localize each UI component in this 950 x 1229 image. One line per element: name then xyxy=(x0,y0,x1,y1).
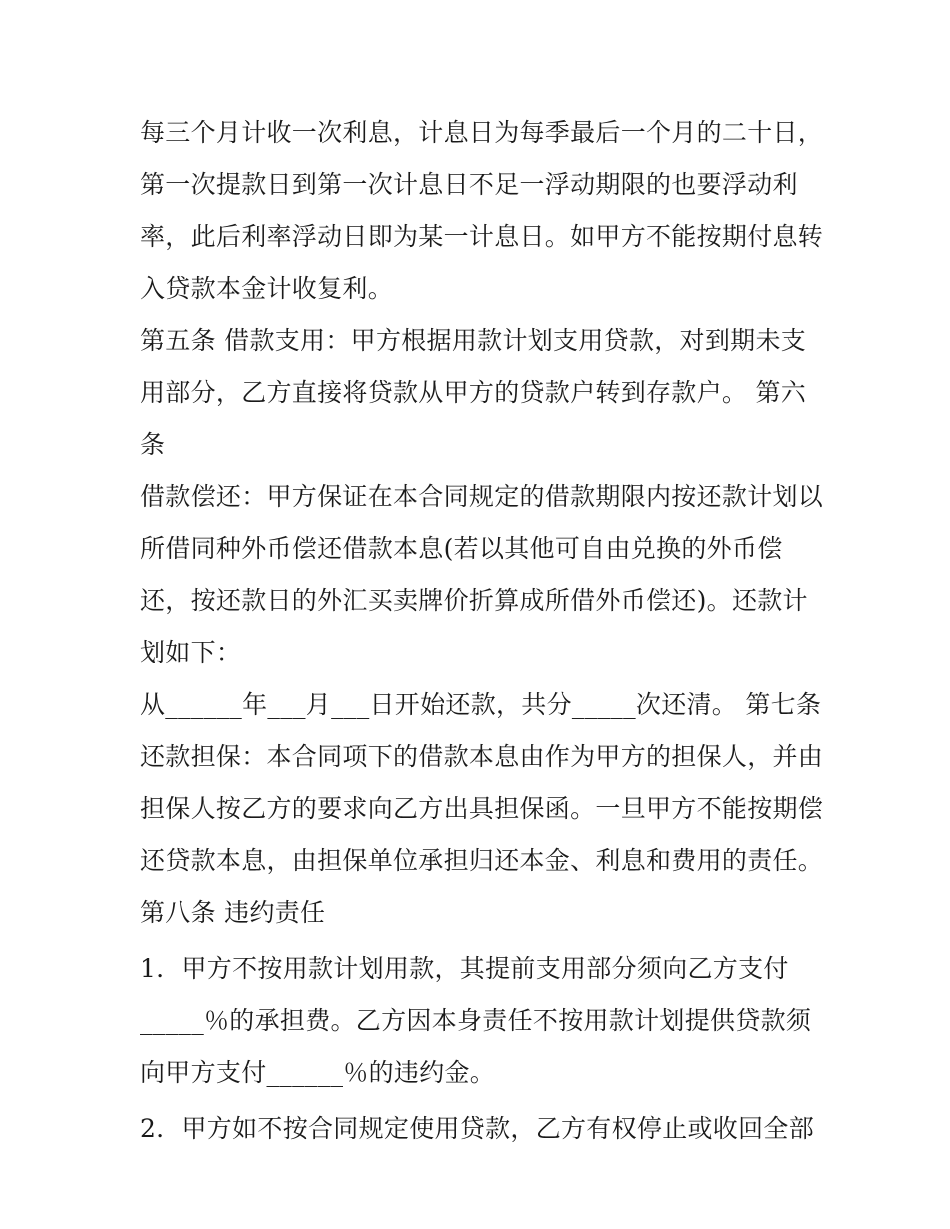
text-line: 还款担保：本合同项下的借款本息由作为甲方的担保人，并由 xyxy=(140,742,824,771)
text-line: 借款偿还：甲方保证在本合同规定的借款期限内按还款计划以 xyxy=(140,482,824,511)
text-line: _____％的承担费。乙方因本身责任不按用款计划提供贷款须 xyxy=(140,1006,812,1035)
article-8-heading: 第八条 违约责任 xyxy=(140,898,326,927)
text-line: 第一次提款日到第一次计息日不足一浮动期限的也要浮动利 xyxy=(140,170,798,199)
text-line: 率，此后利率浮动日即为某一计息日。如甲方不能按期付息转 xyxy=(140,222,824,251)
text-line: 每三个月计收一次利息，计息日为每季最后一个月的二十日， xyxy=(140,118,824,147)
text-line: 入贷款本金计收复利。 xyxy=(140,274,394,303)
text-line: 条 xyxy=(140,430,166,459)
text-line: 还，按还款日的外汇买卖牌价折算成所借外币偿还)。还款计 xyxy=(140,586,808,615)
text-line: 向甲方支付______％的违约金。 xyxy=(140,1058,496,1087)
text-line: 用部分，乙方直接将贷款从甲方的贷款户转到存款户。 第六 xyxy=(140,378,807,407)
clause-2-line: 2．甲方如不按合同规定使用贷款，乙方有权停止或收回全部 xyxy=(140,1114,815,1143)
text-line: 还贷款本息，由担保单位承担归还本金、利息和费用的责任。 xyxy=(140,846,824,875)
article-5-heading: 第五条 借款支用：甲方根据用款计划支用贷款，对到期未支 xyxy=(140,326,807,355)
text-line: 所借同种外币偿还借款本息(若以其他可自由兑换的外币偿 xyxy=(140,534,783,563)
repayment-schedule-line: 从______年___月___日开始还款，共分_____次还清。 第七条 xyxy=(140,690,822,719)
clause-1-line: 1．甲方不按用款计划用款，其提前支用部分须向乙方支付 xyxy=(140,954,789,983)
text-line: 划如下： xyxy=(140,638,242,667)
contract-text xyxy=(140,107,824,1155)
text-line: 担保人按乙方的要求向乙方出具担保函。一旦甲方不能按期偿 xyxy=(140,794,824,823)
